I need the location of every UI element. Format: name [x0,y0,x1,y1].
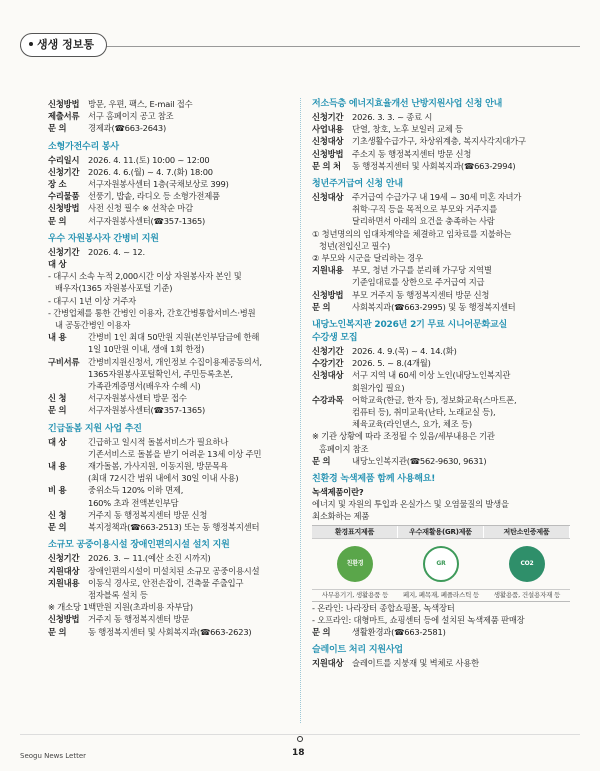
gr-mark-icon: GR [423,546,459,582]
page-dot-icon [297,736,303,742]
green-product-table [312,525,570,602]
section-appliance-repair: 소형가전수리 봉사 수리일시 2026. 4. 11.(토) 10:00 ~ 12:00 신청기간 2026. 4. 6.(월) ~ 4. 7.(화) 18:00 장 소 서구자원봉사센터 1층(국채보상로 399) 수리물품 선풍기, 밥솥, 라디오 등 소형가전제품 신청방법 사전 신청 필수 ※ 선착순 마감 문 의 서구자원봉사센터(☎357-1365) [48,141,288,227]
section-volunteer-care: 우수 자원봉사자 간병비 지원 신청기간 2026. 4. ~ 12. 대 상 - 대구시 소속 누적 2,000시간 이상 자원봉사자 본인 및 배우자(1365 자원봉사포털 기준) - 대구시 1년 이상 거주자 - 간병업체를 통한 간병인 이용자, 간호간병통합서비스·병원 내 공동간병인 이용자 내 용 간병비 1인 최대 50만원 지원(본인부담금에 한해 1일 10만원 이내, 생애 1회 한정) 구비서류 간병비지원신청서, 개인정보 수집이용제공동의서, 1365자원봉사포털확인서, 주민등록초본, 가족관계증명서(배우자 수혜 시) 신 청 서구자원봉사센터 방문 접수 문 의 서구자원봉사센터(☎357-1365) [48,233,288,417]
footer-rule [20,734,580,735]
top-info: 신청방법 방문, 우편, 팩스, E-mail 접수 제출서류 서구 홈페이지 공고 참조 문 의 경제과(☎663-2643) [48,99,193,134]
table-cell: 사무용기기, 생활용품 등 [312,589,398,601]
column-divider [300,98,301,723]
eco-label-icon: 친환경 [337,546,373,582]
bullet-icon [29,42,33,46]
section-senior-culture: 내당노인복지관 2026년 2기 무료 시니어문화교실 수강생 모집 신청기간 2026. 4. 9.(목) ~ 4. 14.(화) 수강기간 2026. 5. ~ 8.(4개월) 신청대상 서구 지역 내 60세 이상 노인(내당노인복지관 회원가입 필요) 수강과목 어학교육(한글, 한자 등), 정보화교육(스마트폰, 컴퓨터 등), 취미교육(난타, 노래교실 등), 체육교육(라인댄스, 요가, 체조 등) ※ 기관 상황에 따라 조정될 수 있음/세부내용은 기관 홈페이지 참조 문 의 내당노인복지관(☎562-9630, 9631) [312,319,577,467]
table-header: 우수재활용(GR)제품 [398,526,484,538]
footer-title: Seogu News Letter [20,752,87,760]
section-title: 저소득층 에너지효율개선 난방지원사업 신청 안내 [312,99,503,109]
table-header: 환경표지제품 [312,526,398,538]
left-column [48,98,288,638]
section-subtitle: 수강생 모집 [312,333,358,344]
section-badge-label: 생생 정보통 [37,38,94,51]
section-accessibility: 소규모 공중이용시설 장애인편의시설 설치 지원 신청기간 2026. 3. ~ 11.(예산 소진 시까지) 지원대상 장애인편의시설이 미설치된 소규모 공중이용시설 지원내용 이동식 경사로, 안전손잡이, 건축물 주출입구 점자블록 설치 등 ※ 개소당 1백만원 지원(초과비용 자부담) 신청방법 거주지 동 행정복지센터 방문 문 의 동 행정복지센터 및 사회복지과(☎663-2623) [48,539,288,637]
section-title: 슬레이트 처리 지원사업 [312,645,403,656]
section-emergency-care: 긴급돌봄 지원 사업 추진 대 상 긴급하고 일시적 돌봄서비스가 필요하나 기존서비스로 돌봄을 받기 어려운 13세 이상 주민 내 용 재가돌봄, 가사지원, 이동지원, 방문목욕 (최대 72시간 범위 내에서 30일 이내 사용) 비 용 중위소득 120% 이하 면제, 160% 초과 전액본인부담 신 청 거주지 동 행정복지센터 방문 신청 문 의 복지정책과(☎663-2513) 또는 동 행정복지센터 [48,423,288,534]
section-title: 우수 자원봉사자 간병비 지원 [48,233,159,244]
right-column [312,98,577,670]
section-energy: 저소득층 에너지효율개선 난방지원사업 신청 안내 신청기간 2026. 3. 3. ~ 종료 시 사업내용 단열, 창호, 노후 보일러 교체 등 신청대상 기초생활수급가구, 차상위계층, 복지사각지대가구 신청방법 주소지 동 행정복지센터 방문 신청 문 의 처 동 행정복지센터 및 사회복지과(☎663-2994) [312,98,577,172]
section-slate: 슬레이트 처리 지원사업 지원대상 슬레이트를 지붕재 및 벽체로 사용한 [312,644,577,669]
table-cell: 페지, 폐목재, 폐플라스틱 등 [398,589,484,601]
section-title: 소형가전수리 봉사 [48,141,119,152]
section-green-products: 친환경 녹색제품 함께 사용해요! 녹색제품이란? 에너지 및 자원의 투입과 온실가스 및 오염물질의 발생을 최소화하는 제품 환경표지제품 우수재활용(GR)제품 저탄소인증제품 친환경 GR CO2 사무용기기, 생활용품 등 페지, 폐목재, 폐플라스틱 등 생활용품, 건설용자재 등 - 온라인: 나라장터 종합쇼핑몰, 녹색장터 - 오프라인: 대형마트, 쇼핑센터 등에 설치된 녹색제품 판매장 문 의 생활환경과(☎663-2581) [312,473,577,638]
table-header: 저탄소인증제품 [484,526,570,538]
low-carbon-icon: CO2 [509,546,545,582]
section-title: 소규모 공중이용시설 장애인편의시설 설치 지원 [48,540,230,551]
section-badge [20,33,107,57]
section-youth-housing: 청년주거급여 신청 안내 신청대상 주거급여 수급가구 내 19세 ~ 30세 미혼 자녀가 취학·구직 등을 목적으로 부모와 거주지를 달리하면서 아래의 요건을 충족하는 사람 ① 청년명의의 임대차계약을 체결하고 임차료를 지불하는 청년(전입신고 필수) ② 부모와 시군을 달리하는 경우 지원내용 부모, 청년 가구를 분리해 가구당 지역별 기준임대료를 상한으로 주거급여 지급 신청방법 부모 거주지 동 행정복지센터 방문 신청 문 의 사회복지과(☎663-2995) 및 동 행정복지센터 [312,178,577,313]
section-title: 청년주거급여 신청 안내 [312,179,403,190]
section-title: 내당노인복지관 2026년 2기 무료 시니어문화교실 [312,320,507,331]
section-title: 친환경 녹색제품 함께 사용해요! [312,474,436,485]
page-number: 18 [292,748,305,758]
table-cell: 생활용품, 건설용자재 등 [484,589,570,601]
section-title: 긴급돌봄 지원 사업 추진 [48,423,142,434]
